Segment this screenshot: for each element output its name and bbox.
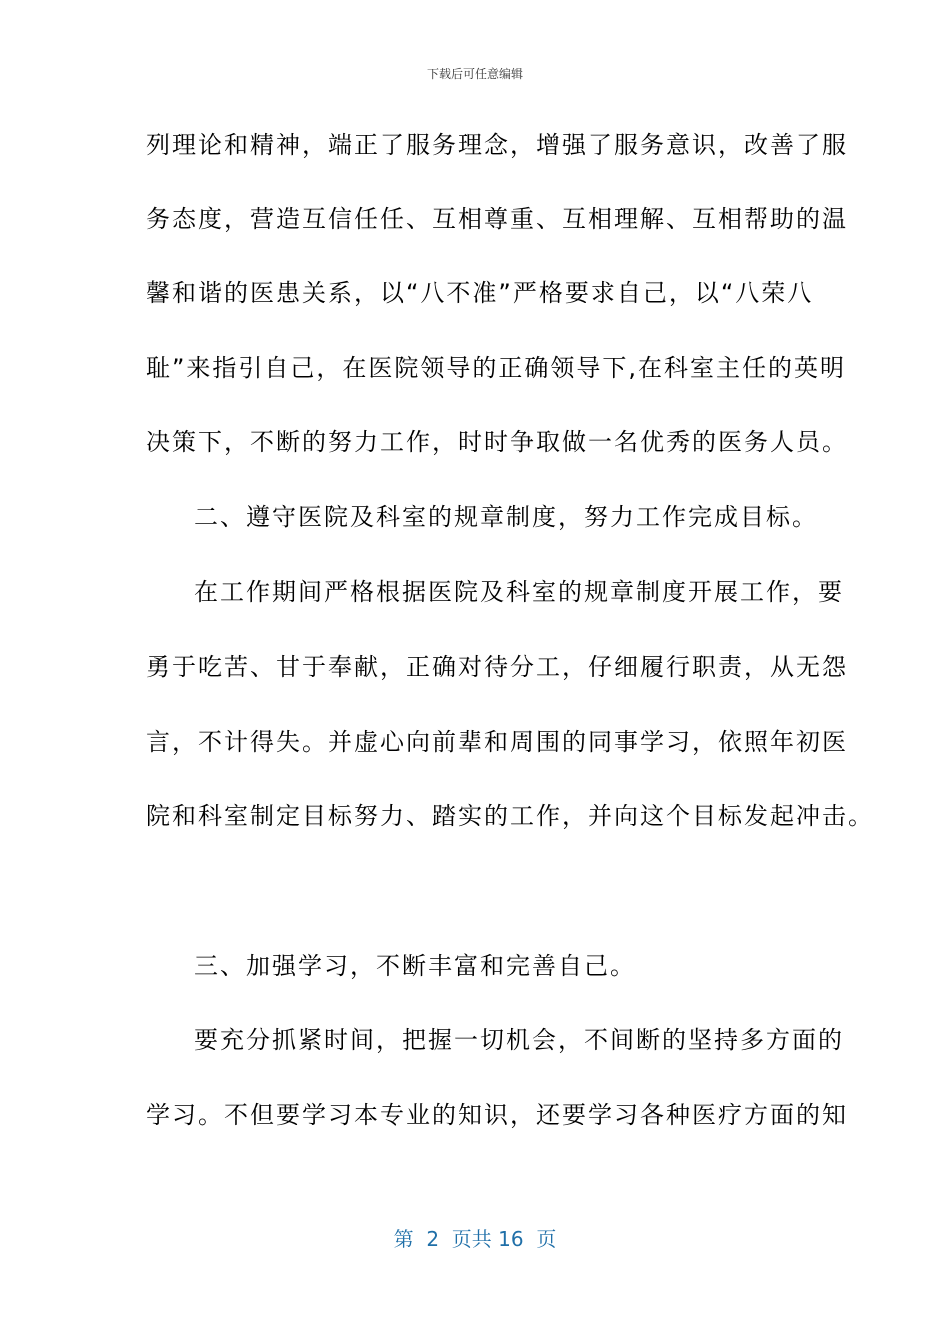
page-header: 下载后可任意编辑: [426, 67, 523, 81]
body-line: 决策下，不断的努力工作，时时争取做一名优秀的医务人员。: [146, 428, 848, 456]
body-line: 院和科室制定目标努力、踏实的工作，并向这个目标发起冲击。: [146, 802, 874, 830]
body-line: 言，不计得失。并虚心向前辈和周围的同事学习，依照年初医: [146, 728, 848, 756]
body-line: 务态度，营造互信任任、互相尊重、互相理解、互相帮助的温: [146, 205, 848, 233]
section-heading: 二、遵守医院及科室的规章制度，努力工作完成目标。: [194, 503, 818, 531]
body-line: 勇于吃苦、甘于奉献，正确对待分工，仔细履行职责，从无怨: [146, 653, 848, 681]
body-line: 学习。不但要学习本专业的知识，还要学习各种医疗方面的知: [146, 1101, 848, 1129]
page-number-footer: 第 2 页共 16 页: [393, 1227, 557, 1251]
paragraph-first-line: 要充分抓紧时间，把握一切机会，不间断的坚持多方面的: [194, 1026, 844, 1054]
paragraph-first-line: 在工作期间严格根据医院及科室的规章制度开展工作，要: [194, 578, 844, 606]
body-line: 列理论和精神，端正了服务理念，增强了服务意识，改善了服: [146, 131, 848, 159]
section-heading: 三、加强学习，不断丰富和完善自己。: [194, 952, 636, 980]
body-line: 耻”来指引自己，在医院领导的正确领导下,在科室主任的英明: [146, 354, 847, 382]
body-line: 馨和谐的医患关系，以“八不准”严格要求自己，以“八荣八: [146, 279, 814, 307]
